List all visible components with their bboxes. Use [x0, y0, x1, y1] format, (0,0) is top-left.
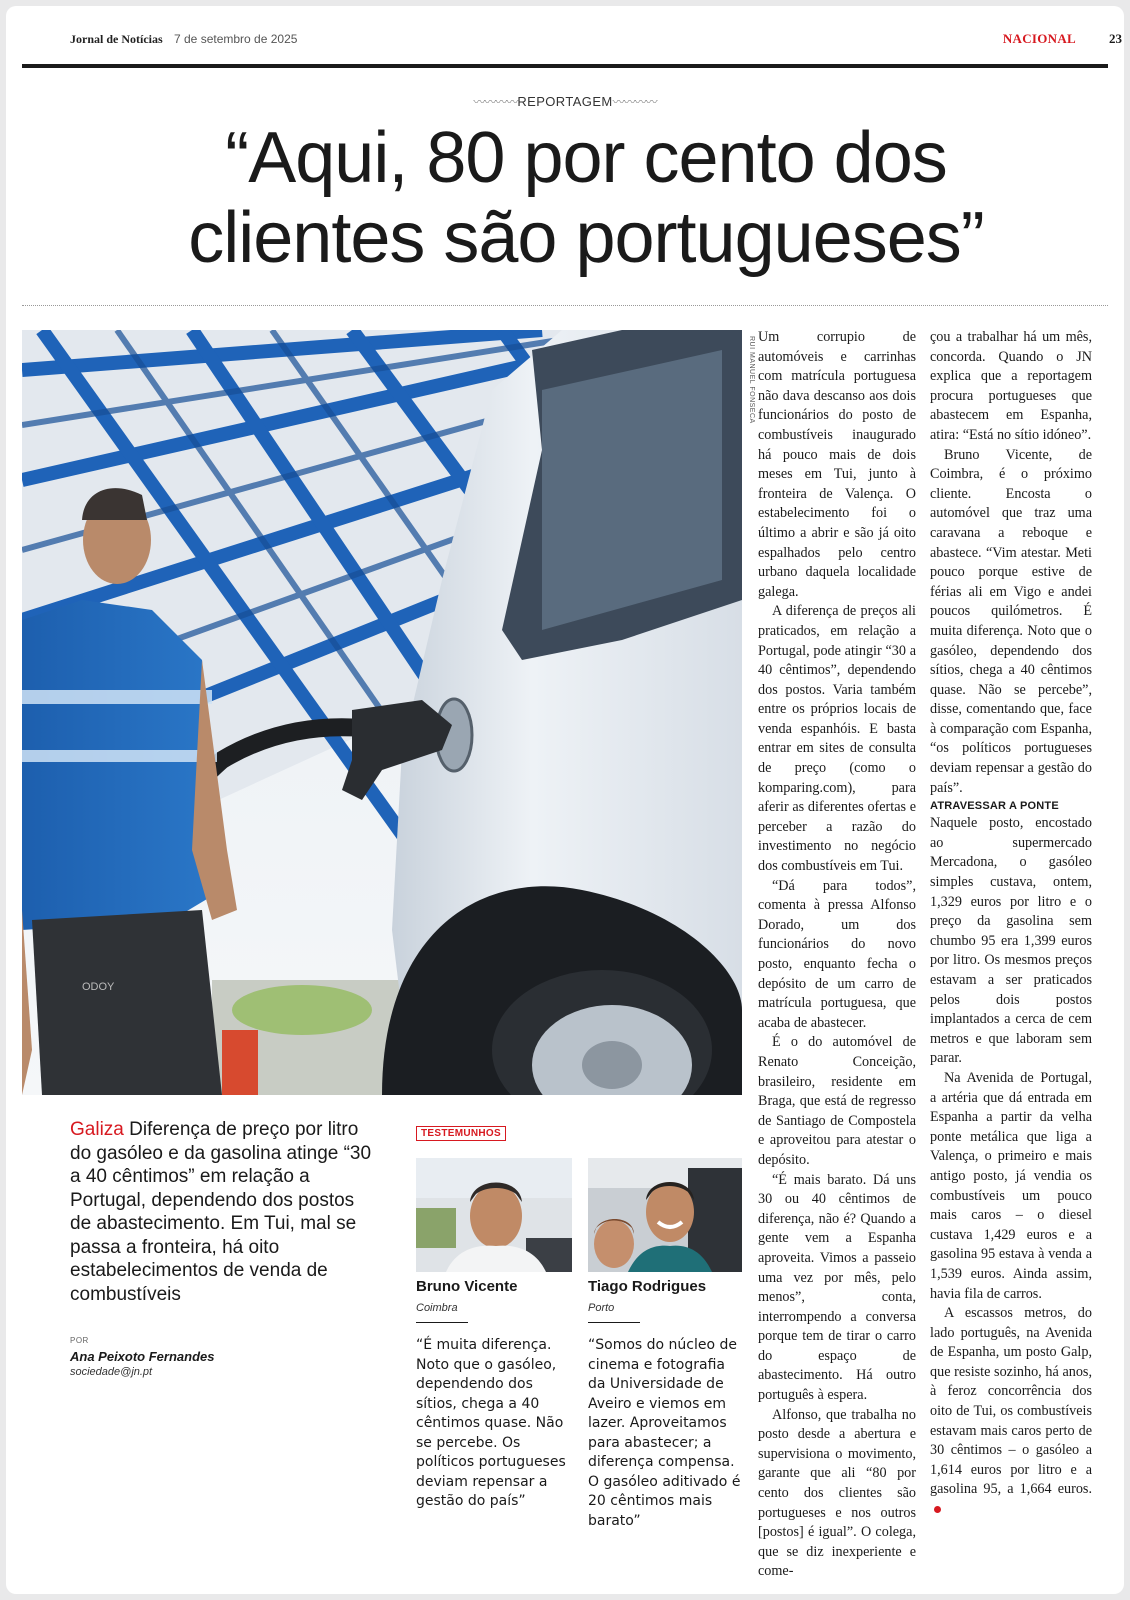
- headline-line-2: clientes são portugueses”: [188, 198, 984, 278]
- testimonial-city-2: Porto: [588, 1302, 615, 1314]
- newspaper-page: [6, 6, 1124, 1594]
- wave-ornament-left: 〰〰〰〰: [473, 95, 518, 109]
- paragraph: Na Avenida de Portugal, a artéria que dá entrada em Espanha a partir da velha ponte metálica que liga a Valença, o primeiro e mais antigo posto, já vendia os combustíveis um pouco mais caros – o diesel custava 1,429 euros e a gasolina 95 estava à venda a 1,539 euros. Ainda assim, havia fila de carros.: [930, 1069, 1092, 1302]
- paragraph: Naquele posto, encostado ao supermercado Mercadona, o gasóleo simples custava, ontem, 1,329 euros por litro e o preço da gasolina sem chumbo 95 era 1,399 euros por litro. Os mesmos preços estavam a ser praticados pelos dois postos implantados a cerca de cem metros e que laboram sem parar.: [930, 815, 1092, 1067]
- section-name: NACIONAL: [1002, 31, 1076, 46]
- dotted-divider: [22, 305, 1108, 306]
- wave-ornament-right: 〰〰〰〰: [612, 95, 657, 109]
- paragraph: “É mais barato. Dá uns 30 ou 40 cêntimos de diferença, não é? Quando a gente vem a Espanha aproveita. Vimos a passeio uma vez por mês, pelo menos”, conta, interrompendo a conversa porque tem de tirar o carro do espaço de abastecimento. Há outro português à espera.: [758, 1171, 916, 1404]
- paragraph: Bruno Vicente, de Coimbra, é o próximo cliente. Encosta o automóvel que traz uma caravana a reboque e abastece. “Vim atestar. Meti pouco porque estive de férias ali em Vigo e andei poucos quilómetros. É muita diferença. Noto que o gasóleo, dependendo dos sítios, chega a 40 cêntimos quase. Não se percebe”, disse, comentando que, face à comparação com Espanha, “os políticos portugueses deviam repensar a gestão do país”.: [930, 446, 1092, 796]
- article-column-2: [930, 328, 1092, 1528]
- byline: [70, 1336, 370, 1378]
- testimonial-name-2: Tiago Rodrigues: [588, 1278, 707, 1295]
- paragraph: çou a trabalhar há um mês, concorda. Quando o JN explica que a reportagem procura portugueses que abastecem em Espanha, atira: “Está no sítio idóneo”.: [930, 329, 1092, 443]
- end-mark-icon: [934, 1506, 941, 1513]
- issue-date: 7 de setembro de 2025: [174, 32, 298, 46]
- subheading: ATRAVESSAR A PONTE: [930, 800, 1059, 813]
- photo-credit: RUI MANUEL FONSECA: [748, 336, 755, 424]
- testimonial-rule-1: [416, 1322, 468, 1323]
- paragraph: “Dá para todos”, comenta à pressa Alfonso Dorado, um dos funcionários do novo posto, enquanto fecha o depósito de um carro de matrícula portuguesa, que acaba de abastecer.: [758, 877, 916, 1031]
- testimonial-quote-2: “Somos do núcleo de cinema e fotografia da Universidade de Aveiro e viemos em lazer. Aproveitamos para abastecer; a diferença compensa. O gasóleo aditivado é 20 cêntimos mais barato”: [588, 1337, 741, 1529]
- paragraph-last: [930, 1304, 1092, 1520]
- testimonials-tag: TESTEMUNHOS: [416, 1126, 506, 1141]
- paragraph: É o do automóvel de Renato Conceição, brasileiro, residente em Braga, que está de regresso de Santiago de Compostela e aproveitou para atestar o depósito.: [758, 1034, 916, 1168]
- lede-text: Diferença de preço por litro do gasóleo e da gasolina atinge “30 a 40 cêntimos” em relação a Portugal, dependendo dos postos de abastecimento. Em Tui, mal se passa a fronteira, há oito estabelecimentos de venda de combustíveis: [70, 1119, 372, 1305]
- author-email: sociedade@jn.pt: [70, 1366, 153, 1378]
- main-photo: [22, 330, 742, 1095]
- headline-line-1: “Aqui, 80 por cento dos: [225, 118, 947, 198]
- headline: [6, 118, 1124, 278]
- testimonial-rule-2: [588, 1322, 640, 1323]
- article-column-1: [758, 328, 916, 1580]
- testimonial-photo-tiago: [588, 1158, 742, 1272]
- top-rule: [22, 64, 1108, 68]
- lede-location: Galiza: [70, 1119, 124, 1140]
- paragraph: Um corrupio de automóveis e carrinhas com matrícula portuguesa não dava descanso aos dois funcionários do posto de combustíveis inaugurado há pouco mais de dois meses em Tui, junto à fronteira de Valença. O estabelecimento foi o último a abrir e são já oito espalhados pelo centro urbano daquela localidade galega.: [758, 329, 916, 600]
- paragraph-text: A escassos metros, do lado português, na Avenida de Espanha, um posto Galp, que resiste sozinho, há anos, à feroz concorrência dos oito de Tui, os combustíveis estavam mais caros perto de 30 cêntimos – o gasóleo a 1,614 euros por litro e a gasolina 95, a 1,664 euros.: [930, 1305, 1092, 1498]
- testimonial-city-1: Coimbra: [416, 1302, 458, 1314]
- kicker-label: REPORTAGEM: [517, 94, 613, 109]
- paragraph: Alfonso, que trabalha no posto desde a abertura e supervisiona o movimento, garante que ali “80 por cento dos clientes são portugueses e nos outros [postos] é igual”. O colega, que se diz inexperiente e come-: [758, 1406, 916, 1580]
- byline-label: POR: [70, 1336, 89, 1345]
- page-number: 23: [1109, 31, 1122, 46]
- lede: [70, 1118, 380, 1306]
- kicker: [6, 93, 1124, 110]
- shirt-logo-text: ODOY: [82, 981, 115, 993]
- masthead: [70, 28, 1124, 50]
- testimonial-name-1: Bruno Vicente: [416, 1278, 518, 1295]
- paper-name: Jornal de Notícias: [70, 32, 163, 46]
- testimonial-quote-1: “É muita diferença. Noto que o gasóleo, dependendo dos sítios, chega a 40 cêntimos quase. Não se percebe. Os políticos portugueses deviam repensar a gestão do país”: [416, 1337, 566, 1509]
- paragraph: A diferença de preços ali praticados, em relação a Portugal, pode atingir “30 a 40 cêntimos”, dependendo dos postos. Varia também entre os próprios locais de venda espanhóis. E basta entrar em sites de consulta de preço (como o komparing.com), para aferir as diferentes ofertas e perceber a razão do investimento no negócio dos combustíveis em Tui.: [758, 603, 916, 875]
- author-name: Ana Peixoto Fernandes: [70, 1349, 215, 1364]
- testimonial-photo-bruno: [416, 1158, 572, 1272]
